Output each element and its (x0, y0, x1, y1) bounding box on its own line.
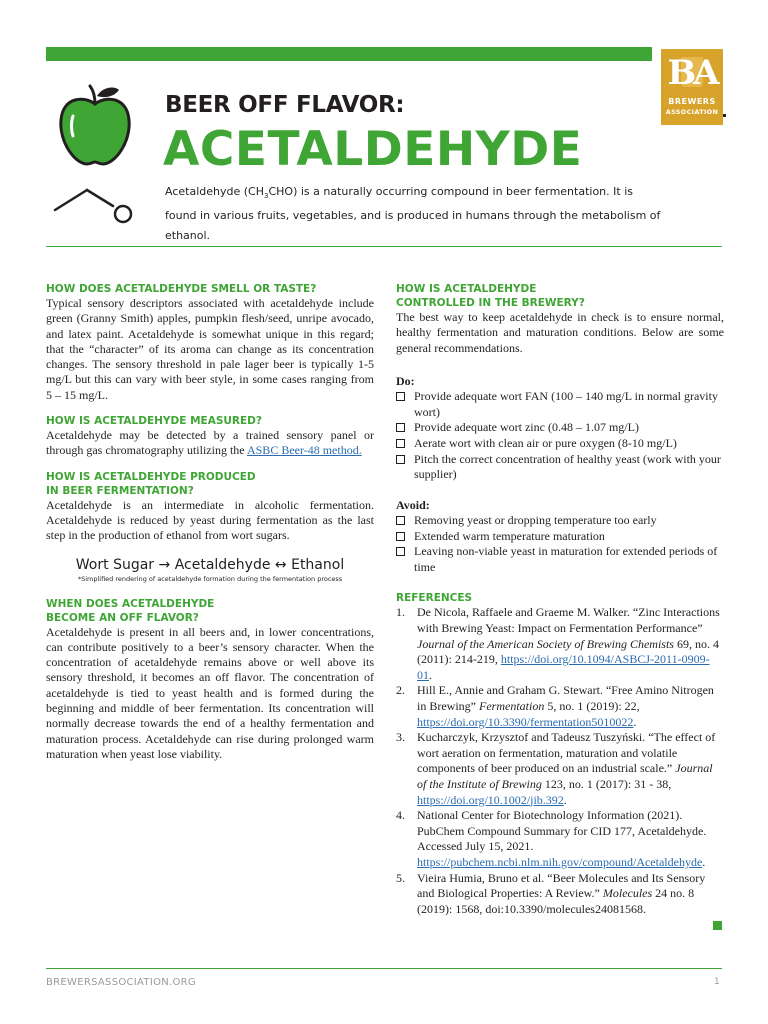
reference-item (396, 683, 724, 730)
checkbox-icon (396, 547, 405, 556)
do-item (396, 452, 724, 483)
reference-link[interactable]: https://doi.org/10.1094/ASBCJ-2011-0909-01 (417, 652, 710, 682)
reference-item (396, 605, 724, 683)
brewers-association-logo (661, 49, 723, 125)
equation-footnote: *Simplified rendering of acetaldehyde formation during the fermentation process (77, 574, 343, 583)
section-heading-line-1: HOW IS ACETALDEHYDE PRODUCED (46, 470, 256, 483)
section-body: Acetaldehyde is an intermediate in alcoholic fermentation. Acetaldehyde is reduced by yeast during fermentation as the last step in the production of ethanol from wort sugars. (46, 497, 374, 543)
reference-tail: . (563, 792, 567, 807)
do-list-block (396, 374, 724, 483)
avoid-item (396, 513, 724, 529)
reference-journal: Journal of the American Society of Brewing Chemists (417, 636, 674, 651)
reference-tail: . (702, 854, 706, 869)
checkbox-icon (396, 516, 405, 525)
section-produced (46, 470, 374, 544)
references-section (396, 591, 724, 917)
section-body: The best way to keep acetaldehyde in check is to ensure normal, healthy fermentation and maturation conditions. Below are some general recommendations. (396, 310, 724, 355)
section-off-flavor (46, 597, 374, 763)
reference-text: De Nicola, Raffaele and Graeme M. Walker. “Zinc Interactions with Brewing Yeast: Impact on Fermentation Performance” (417, 605, 720, 636)
logo-line-2: ASSOCIATION (665, 108, 719, 116)
logo-line-1: BREWERS (668, 97, 716, 106)
reference-item (396, 730, 724, 808)
section-heading: HOW DOES ACETALDEHYDE SMELL OR TASTE? (46, 283, 317, 295)
equation-ethanol: Ethanol (291, 556, 345, 573)
equation-acetaldehyde: Acetaldehyde (174, 556, 271, 573)
section-body-text: Acetaldehyde may be detected by a trained sensory panel or through gas chromatography utilizing the (46, 428, 374, 458)
fermentation-equation (46, 557, 374, 573)
do-item-text: Aerate wort with clean air or pure oxygen (8-10 mg/L) (414, 435, 677, 450)
intro-text-start: Acetaldehyde (CH (165, 185, 264, 198)
section-heading-line-1: WHEN DOES ACETALDEHYDE (46, 597, 215, 610)
reference-number: 1. (396, 605, 405, 620)
arrow-both-icon: ↔ (274, 556, 287, 573)
reference-link[interactable]: https://doi.org/10.3390/fermentation5010022 (417, 714, 634, 729)
reference-journal: Journal of the Institute of Brewing (417, 761, 713, 791)
reference-number: 3. (396, 730, 405, 745)
avoid-item (396, 529, 724, 545)
footer-divider (46, 968, 722, 969)
section-heading: HOW IS ACETALDEHYDE MEASURED? (46, 415, 262, 428)
header-accent-bar (46, 47, 652, 61)
checkbox-icon (396, 532, 405, 541)
reference-item (396, 871, 724, 918)
avoid-label: Avoid: (396, 497, 430, 512)
section-body (46, 428, 374, 459)
checkbox-icon (396, 455, 405, 464)
left-column (46, 282, 374, 762)
avoid-list (396, 513, 724, 575)
reference-text: National Center for Biotechnology Information (2021). PubChem Compound Summary for CID 177, Acetaldehyde. Accessed July 15, 2021. (417, 808, 707, 854)
intro-paragraph (165, 182, 665, 246)
green-apple-icon (55, 82, 135, 166)
reference-journal: Fermentation (479, 698, 545, 713)
reference-link[interactable]: https://doi.org/10.1002/jib.392 (417, 792, 564, 807)
end-mark (713, 921, 722, 930)
reference-text: Hill E., Annie and Graham G. Stewart. “Free Amino Nitrogen in Brewing” (417, 683, 714, 713)
header-divider (46, 246, 722, 247)
checkbox-icon (396, 392, 405, 401)
reference-number: 5. (396, 870, 405, 885)
reference-details: 123, no. 1 (2017): 31 - 38, (541, 776, 672, 791)
references-list (396, 605, 724, 917)
avoid-item-text: Extended warm temperature maturation (414, 528, 605, 543)
avoid-item (396, 544, 724, 575)
do-item (396, 389, 724, 420)
section-heading-line-1: HOW IS ACETALDEHYDE (396, 283, 537, 295)
avoid-list-block (396, 498, 724, 576)
reference-details: 69, no. 4 (2011): 214-219, (417, 636, 719, 667)
do-item (396, 420, 724, 436)
section-smell-taste (46, 282, 374, 403)
references-heading: REFERENCES (396, 592, 473, 605)
reference-item (396, 808, 724, 870)
equation-wort-sugar: Wort Sugar (75, 556, 155, 573)
section-heading-line-2: IN BEER FERMENTATION? (46, 484, 194, 497)
logo-letters: BA (667, 53, 717, 93)
section-body: Typical sensory descriptors associated with acetaldehyde include green (Granny Smith) apples, pumpkin flesh/seed, unripe avocado, and latex paint. Acetaldehyde is somewhat unique in this regard; that the “character” of its aroma can change as its concentration changes. The sensory threshold in pale lager beer is typically 1-5 mg/L but this can vary with beer style, in some cases ranging from 5 – 15 mg/L. (46, 296, 374, 402)
logo-dot (723, 114, 726, 117)
page-number: 1 (714, 977, 720, 987)
section-body: Acetaldehyde is present in all beers and, in lower concentrations, can contribute positively to a beer’s sensory character. When the concentration of acetaldehyde remains above or well above its sensory threshold, it becomes an off flavor. The concentration of acetaldehyde is tied to yeast health and is formed during the beginning and middle of beer fermentation. Its concentration will normally decrease towards the end of a healthy fermentation and maturation process. Acetaldehyde can rise during prolonged warm maturation when yeast lose viability. (46, 624, 374, 761)
reference-journal: Molecules (602, 886, 653, 901)
page-title: ACETALDEHYDE (163, 122, 583, 177)
reference-tail: . (429, 667, 432, 682)
right-column (396, 282, 724, 917)
reference-details: 24 no. 8 (2019): 1568, doi:10.3390/molecules24081568. (417, 886, 695, 916)
reference-tail: . (633, 714, 637, 729)
section-measured (46, 414, 374, 459)
reference-number: 2. (396, 683, 405, 698)
avoid-item-text: Leaving non-viable yeast in maturation for extended periods of time (414, 544, 718, 574)
intro-text-end: CHO) is a naturally occurring compound in beer fermentation. It is found in various fruits, vegetables, and is produced in humans through the metabolism of ethanol. (165, 185, 661, 243)
reference-link[interactable]: https://pubchem.ncbi.nlm.nih.gov/compound/Acetaldehyde (417, 854, 703, 869)
checkbox-icon (396, 423, 405, 432)
acetaldehyde-molecule-icon (53, 186, 135, 228)
do-item-text: Provide adequate wort zinc (0.48 – 1.07 mg/L) (414, 420, 639, 435)
avoid-item-text: Removing yeast or dropping temperature too early (414, 513, 657, 528)
reference-details: 5, no. 1 (2019): 22, (544, 698, 640, 713)
page-kicker: BEER OFF FLAVOR: (165, 92, 405, 118)
do-item (396, 436, 724, 452)
do-item-text: Pitch the correct concentration of healthy yeast (work with your supplier) (414, 451, 721, 482)
checkbox-icon (396, 439, 405, 448)
footer-website-link[interactable]: BREWERSASSOCIATION.ORG (46, 977, 196, 988)
arrow-right-icon: → (158, 556, 171, 573)
do-item-text: Provide adequate wort FAN (100 – 140 mg/L in normal gravity wort) (414, 389, 718, 419)
do-list (396, 389, 724, 483)
reference-text: Vieira Humia, Bruno et al. “Beer Molecules and Its Sensory and Biological Properties: A Review.” (417, 870, 706, 901)
asbc-method-link[interactable]: ASBC Beer-48 method. (246, 443, 362, 458)
section-heading-line-2: BECOME AN OFF FLAVOR? (46, 611, 199, 624)
section-controlled (396, 282, 724, 356)
intro-subscript: 3 (263, 192, 269, 201)
section-heading-line-2: CONTROLLED IN THE BREWERY? (396, 297, 585, 309)
reference-text: Kucharczyk, Krzysztof and Tadeusz Tuszyński. “The effect of wort aeration on fermentation, maturation and volatile components of beer produced on an industrial scale.” (417, 730, 716, 776)
do-label: Do: (396, 373, 415, 388)
reference-number: 4. (396, 808, 405, 823)
